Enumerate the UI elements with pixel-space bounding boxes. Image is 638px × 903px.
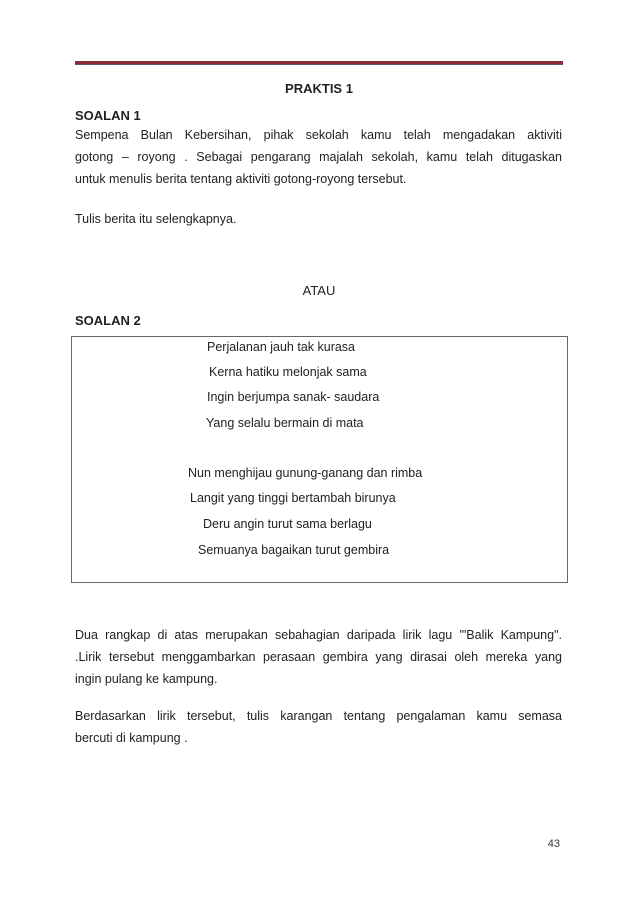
poem-line: Semuanya bagaikan turut gembira — [198, 543, 390, 557]
poem-line: Ingin berjumpa sanak- saudara — [207, 390, 380, 404]
page-number: 43 — [547, 838, 560, 850]
soalan-1-heading: SOALAN 1 — [75, 108, 141, 123]
paragraph-line: ingin pulang ke kampung. — [75, 672, 218, 686]
paragraph-line: Dua rangkap di atas merupakan sebahagian daripada lirik lagu '"Balik Kampung". — [75, 628, 562, 642]
poem-box — [71, 336, 568, 583]
soalan-2-paragraph-2 — [75, 705, 562, 749]
soalan-1-paragraph — [75, 124, 562, 190]
paragraph-line: untuk menulis berita tentang aktiviti gotong-royong tersebut. — [75, 172, 407, 186]
paragraph-line: Sempena Bulan Kebersihan, pihak sekolah kamu telah mengadakan aktiviti — [75, 128, 562, 142]
poem-line: Deru angin turut sama berlagu — [203, 517, 372, 531]
soalan-2-paragraph-1 — [75, 624, 562, 690]
header-rule-shadow — [75, 64, 563, 65]
poem-line: Kerna hatiku melonjak sama — [209, 365, 367, 379]
paragraph-line: bercuti di kampung . — [75, 731, 188, 745]
soalan-1-instruction: Tulis berita itu selengkapnya. — [75, 212, 237, 226]
poem-line: Nun menghijau gunung-ganang dan rimba — [188, 466, 423, 480]
paragraph-line: Berdasarkan lirik tersebut, tulis karangan tentang pengalaman kamu semasa — [75, 709, 562, 723]
atau-divider-text: ATAU — [302, 283, 336, 298]
poem-line: Perjalanan jauh tak kurasa — [207, 340, 356, 354]
soalan-2-heading: SOALAN 2 — [75, 313, 141, 328]
page-title: PRAKTIS 1 — [285, 81, 353, 96]
paragraph-line: .Lirik tersebut menggambarkan perasaan gembira yang dirasai oleh mereka yang — [75, 650, 562, 664]
poem-line: Langit yang tinggi bertambah birunya — [190, 491, 396, 505]
paragraph-line: gotong – royong . Sebagai pengarang majalah sekolah, kamu telah ditugaskan — [75, 150, 562, 164]
poem-line: Yang selalu bermain di mata — [206, 416, 364, 430]
